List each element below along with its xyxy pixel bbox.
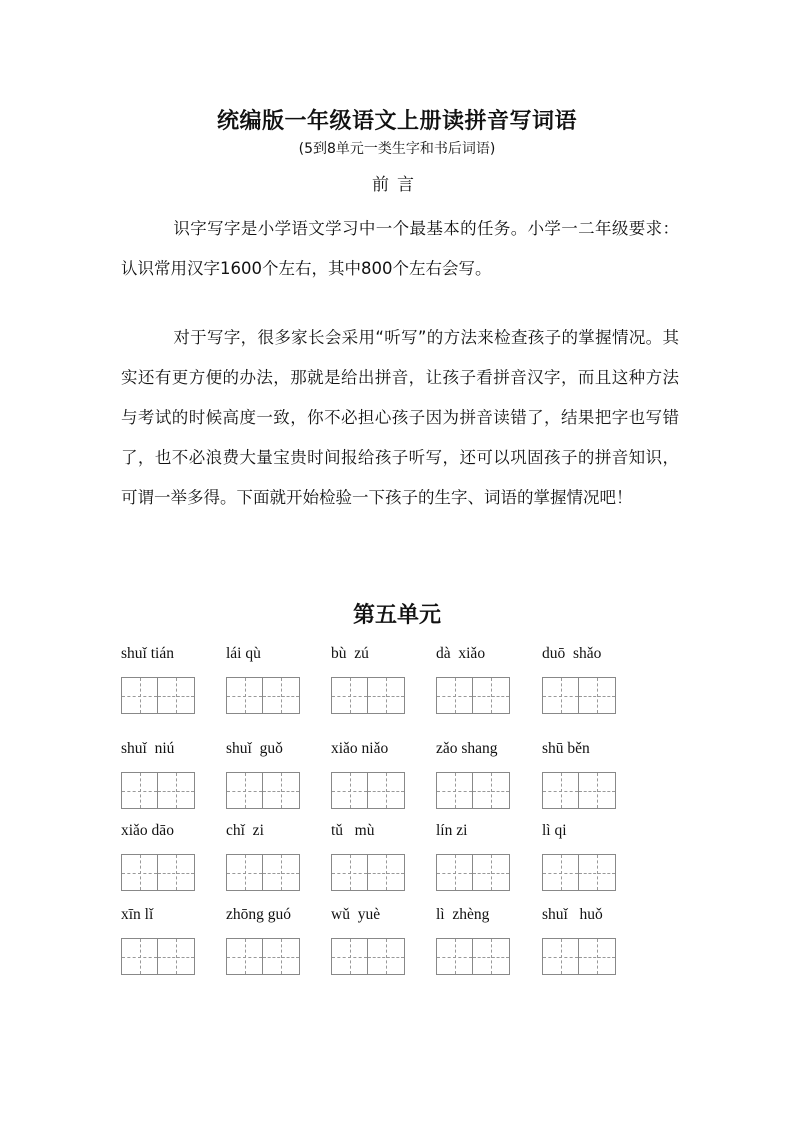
writing-boxes [542, 772, 616, 809]
word-item [542, 740, 620, 762]
tianzige-box[interactable] [263, 772, 300, 809]
foreword-paragraph-2 [121, 318, 679, 518]
tianzige-box[interactable] [121, 938, 158, 975]
foreword-paragraph-1 [121, 209, 679, 289]
writing-boxes [121, 938, 195, 975]
pinyin-label: duō shǎo [542, 645, 602, 662]
word-item [331, 822, 409, 844]
foreword-heading: 前言 [372, 175, 422, 195]
tianzige-box[interactable] [542, 772, 579, 809]
word-item [121, 645, 199, 667]
writing-boxes [542, 938, 616, 975]
pinyin-label: tǔ mù [331, 822, 375, 839]
tianzige-box[interactable] [368, 854, 405, 891]
tianzige-box[interactable] [473, 854, 510, 891]
tianzige-box[interactable] [436, 772, 473, 809]
writing-boxes [436, 854, 510, 891]
tianzige-box[interactable] [263, 854, 300, 891]
tianzige-box[interactable] [368, 677, 405, 714]
unit-title: 第五单元 [352, 602, 441, 628]
document-subtitle: (5到8单元一类生字和书后词语) [298, 141, 496, 157]
tianzige-box[interactable] [368, 772, 405, 809]
tianzige-box[interactable] [226, 938, 263, 975]
word-item [436, 822, 514, 844]
tianzige-box[interactable] [158, 938, 195, 975]
tianzige-box[interactable] [263, 677, 300, 714]
word-item [121, 906, 199, 928]
word-item [542, 822, 620, 844]
word-item [226, 822, 304, 844]
pinyin-label: xiǎo dāo [121, 822, 174, 839]
word-item [331, 740, 409, 762]
tianzige-box[interactable] [542, 854, 579, 891]
writing-boxes [331, 854, 405, 891]
word-item [331, 906, 409, 928]
pinyin-label: wǔ yuè [331, 906, 381, 923]
tianzige-box[interactable] [331, 854, 368, 891]
writing-boxes [331, 938, 405, 975]
pinyin-label: shuǐ tián [121, 645, 174, 662]
writing-boxes [226, 938, 300, 975]
tianzige-box[interactable] [121, 854, 158, 891]
pinyin-label: zhōng guó [226, 906, 292, 923]
pinyin-label: shuǐ niú [121, 740, 175, 757]
writing-boxes [226, 772, 300, 809]
tianzige-box[interactable] [473, 677, 510, 714]
word-item [121, 822, 199, 844]
pinyin-label: dà xiǎo [436, 645, 486, 662]
pinyin-label: shuǐ guǒ [226, 740, 283, 757]
tianzige-box[interactable] [226, 772, 263, 809]
pinyin-label: xīn lǐ [121, 906, 154, 923]
pinyin-label: xiǎo niǎo [331, 740, 389, 757]
writing-boxes [121, 677, 195, 714]
pinyin-label: shū běn [542, 740, 590, 757]
pinyin-label: zǎo shang [436, 740, 498, 757]
pinyin-label: shuǐ huǒ [542, 906, 603, 923]
tianzige-box[interactable] [331, 772, 368, 809]
tianzige-box[interactable] [436, 854, 473, 891]
writing-boxes [436, 938, 510, 975]
writing-boxes [542, 854, 616, 891]
tianzige-box[interactable] [579, 772, 616, 809]
exercise-row [121, 740, 681, 820]
tianzige-box[interactable] [473, 772, 510, 809]
tianzige-box[interactable] [226, 854, 263, 891]
pinyin-label: lì zhèng [436, 906, 490, 923]
pinyin-label: lì qi [542, 822, 567, 839]
tianzige-box[interactable] [542, 677, 579, 714]
word-item [436, 740, 514, 762]
pinyin-label: chǐ zi [226, 822, 264, 839]
writing-boxes [331, 772, 405, 809]
writing-boxes [331, 677, 405, 714]
tianzige-box[interactable] [158, 677, 195, 714]
tianzige-box[interactable] [542, 938, 579, 975]
tianzige-box[interactable] [579, 677, 616, 714]
word-item [436, 906, 514, 928]
word-item [542, 645, 620, 667]
word-item [542, 906, 620, 928]
tianzige-box[interactable] [579, 938, 616, 975]
writing-boxes [121, 854, 195, 891]
word-item [436, 645, 514, 667]
word-item [226, 740, 304, 762]
tianzige-box[interactable] [473, 938, 510, 975]
exercise-row [121, 906, 681, 986]
pinyin-label: bù zú [331, 645, 369, 662]
document-title: 统编版一年级语文上册读拼音写词语 [216, 108, 577, 134]
tianzige-box[interactable] [263, 938, 300, 975]
tianzige-box[interactable] [436, 938, 473, 975]
writing-boxes [121, 772, 195, 809]
tianzige-box[interactable] [331, 938, 368, 975]
tianzige-box[interactable] [121, 772, 158, 809]
pinyin-label: lái qù [226, 645, 261, 662]
tianzige-box[interactable] [436, 677, 473, 714]
tianzige-box[interactable] [158, 772, 195, 809]
writing-boxes [436, 772, 510, 809]
exercise-row [121, 645, 681, 725]
tianzige-box[interactable] [579, 854, 616, 891]
exercise-row [121, 822, 681, 902]
paragraph-1-text: 识字写字是小学语文学习中一个最基本的任务。小学一二年级要求：认识常用汉字1600个左右，其中800个左右会写。 [121, 219, 679, 278]
pinyin-label: lín zi [436, 822, 468, 839]
tianzige-box[interactable] [226, 677, 263, 714]
word-item [331, 645, 409, 667]
writing-boxes [226, 854, 300, 891]
writing-boxes [542, 677, 616, 714]
tianzige-box[interactable] [121, 677, 158, 714]
tianzige-box[interactable] [158, 854, 195, 891]
writing-boxes [226, 677, 300, 714]
word-item [226, 906, 304, 928]
tianzige-box[interactable] [368, 938, 405, 975]
word-item [226, 645, 304, 667]
word-item [121, 740, 199, 762]
paragraph-2-text: 对于写字，很多家长会采用“听写”的方法来检查孩子的掌握情况。其实还有更方便的办法，那就是给出拼音，让孩子看拼音汉字，而且这种方法与考试的时候高度一致，你不必担心孩子因为拼音读错了，结果把字也写错了，也不必浪费大量宝贵时间报给孩子听写，还可以巩固孩子的拼音知识，可谓一举多得。下面就开始检验一下孩子的生字、词语的掌握情况吧！ [121, 328, 679, 507]
writing-boxes [436, 677, 510, 714]
tianzige-box[interactable] [331, 677, 368, 714]
